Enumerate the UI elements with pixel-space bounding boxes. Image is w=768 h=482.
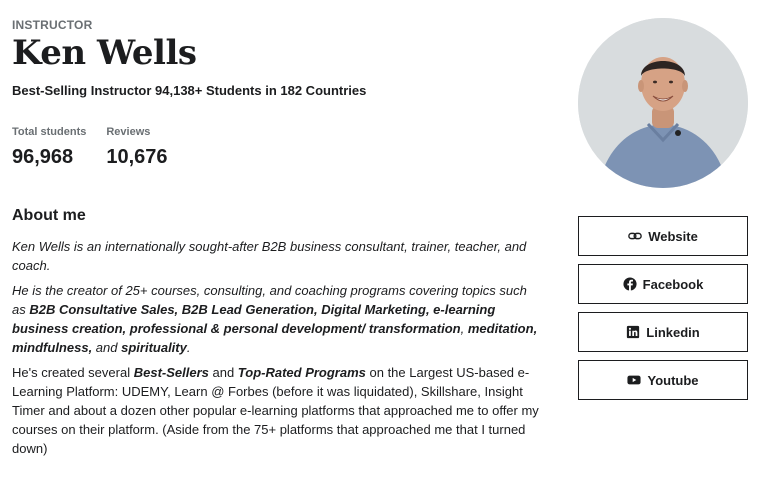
bio-topics: spirituality xyxy=(121,340,187,355)
bio-text: He is the creator of 25+ courses, consulting, and coaching programs covering topics such as xyxy=(12,283,527,317)
social-links xyxy=(578,216,748,400)
stat-total-students xyxy=(12,126,86,169)
youtube-icon xyxy=(627,373,641,387)
bio-paragraph-2 xyxy=(12,281,542,357)
stat-reviews xyxy=(106,126,167,169)
about-title: About me xyxy=(12,207,86,224)
bio-text: and xyxy=(92,340,122,355)
bio-paragraph-1: Ken Wells is an internationally sought-after B2B business consultant, trainer, teacher, and coach. xyxy=(12,239,527,273)
about-bio xyxy=(12,237,542,458)
avatar xyxy=(578,18,748,188)
linkedin-icon xyxy=(626,325,640,339)
link-icon xyxy=(628,229,642,243)
stat-label: Total students xyxy=(12,126,87,138)
bio-topics: meditation, mindfulness, xyxy=(12,321,538,355)
website-button[interactable] xyxy=(578,216,748,256)
eyebrow-label: INSTRUCTOR xyxy=(12,18,93,32)
stats-row xyxy=(12,126,542,169)
bio-paragraph-3 xyxy=(12,363,542,458)
linkedin-button[interactable] xyxy=(578,312,748,352)
avatar-photo xyxy=(578,18,748,188)
instructor-sidebar xyxy=(578,18,748,400)
bio-text: and xyxy=(208,365,238,380)
youtube-label: Youtube xyxy=(647,372,699,388)
bio-text: . xyxy=(186,340,191,355)
stat-label: Reviews xyxy=(106,126,151,138)
bio-text: He's created several xyxy=(12,365,134,380)
bio-text: on the Largest US-based e-Learning Platform: UDEMY, Learn @ Forbes (before it was liquidated), Skillshare, Insight Timer and about a dozen other popular e-learning platforms that approached me to offer my courses on their platform. (Aside from the 75+ platforms that approached me that I turned down) xyxy=(12,365,539,456)
bio-emphasis: Best-Sellers xyxy=(133,365,209,380)
linkedin-label: Linkedin xyxy=(646,324,700,340)
instructor-name: Ken Wells xyxy=(12,33,197,73)
facebook-icon xyxy=(623,277,637,291)
youtube-button[interactable] xyxy=(578,360,748,400)
facebook-label: Facebook xyxy=(642,276,704,292)
instructor-header xyxy=(12,18,542,464)
stat-value: 10,676 xyxy=(106,146,168,168)
stat-value: 96,968 xyxy=(12,146,74,168)
bio-topics: B2B Consultative Sales, B2B Lead Generation, Digital Marketing, e-learning business creation, professional & personal development/ transformation xyxy=(12,302,496,336)
facebook-button[interactable] xyxy=(578,264,748,304)
bio-emphasis: Top-Rated Programs xyxy=(237,365,366,380)
website-label: Website xyxy=(648,228,698,244)
instructor-headline: Best-Selling Instructor 94,138+ Students in 182 Countries xyxy=(12,83,367,98)
bio-text: , xyxy=(460,321,468,336)
